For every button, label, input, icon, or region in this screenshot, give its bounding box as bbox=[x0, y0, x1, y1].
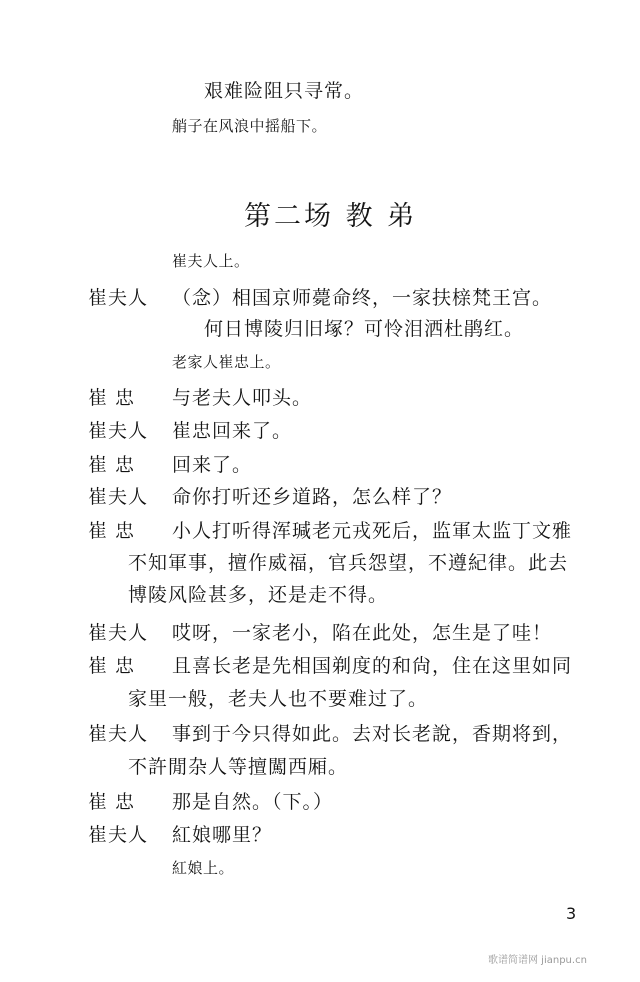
dialogue-line: （念）相国京师薨命终，一家扶榇梵王宫。 bbox=[172, 287, 553, 309]
speaker-name: 崔夫人 bbox=[88, 486, 149, 508]
dialogue-line: 紅娘哪里？ bbox=[172, 824, 273, 846]
speaker-name: 崔夫人 bbox=[88, 723, 149, 745]
dialogue-line: 命你打听还乡道路，怎么样了？ bbox=[172, 486, 453, 508]
scene-title: 第二场 教 弟 bbox=[244, 201, 418, 232]
dialogue-continuation: 何日博陵归旧塚？可怜泪洒杜鹃红。 bbox=[204, 318, 525, 340]
speaker-name: 崔夫人 bbox=[88, 622, 149, 644]
dialogue-line: 哎呀，一家老小，陷在此处，怎生是了哇！ bbox=[172, 622, 553, 644]
dialogue-line: 且喜长老是先相国剃度的和尙，住在这里如同 bbox=[172, 655, 573, 677]
previous-verse: 艰难险阻只寻常。 bbox=[204, 80, 365, 102]
dialogue-continuation: 博陵风险甚多，还是走不得。 bbox=[128, 584, 389, 606]
dialogue-line: 崔忠回来了。 bbox=[172, 420, 293, 442]
dialogue-continuation: 不知軍事，擅作威福，官兵怨望，不遵紀律。此去 bbox=[128, 552, 569, 574]
dialogue-line: 小人打听得浑瑊老元戎死后，监軍太监丁文雅 bbox=[172, 520, 573, 542]
dialogue-line: 那是自然。（下。） bbox=[172, 791, 334, 813]
speaker-name: 崔 忠 bbox=[88, 387, 136, 409]
dialogue-line: 事到于今只得如此。去对长老說，香期将到， bbox=[172, 723, 573, 745]
speaker-name: 崔夫人 bbox=[88, 287, 149, 309]
speaker-name: 崔 忠 bbox=[88, 791, 136, 813]
speaker-name: 崔夫人 bbox=[88, 420, 149, 442]
dialogue-continuation: 不許閒杂人等擅闖西厢。 bbox=[128, 756, 349, 778]
speaker-name: 崔 忠 bbox=[88, 655, 136, 677]
speaker-name: 崔 忠 bbox=[88, 520, 136, 542]
dialogue-line: 回来了。 bbox=[172, 454, 253, 476]
speaker-name: 崔 忠 bbox=[88, 454, 136, 476]
stage-direction: 老家人崔忠上。 bbox=[172, 353, 281, 371]
speaker-name: 崔夫人 bbox=[88, 824, 149, 846]
watermark: 歌谱简谱网 jianpu.cn bbox=[488, 955, 587, 966]
dialogue-line: 与老夫人叩头。 bbox=[172, 387, 313, 409]
dialogue-continuation: 家里一般，老夫人也不要难过了。 bbox=[128, 688, 429, 710]
page-number: 3 bbox=[566, 904, 577, 923]
stage-direction: 崔夫人上。 bbox=[172, 252, 250, 270]
stage-direction: 紅娘上。 bbox=[172, 859, 235, 877]
previous-stage-direction: 艄子在风浪中摇船下。 bbox=[172, 117, 328, 135]
